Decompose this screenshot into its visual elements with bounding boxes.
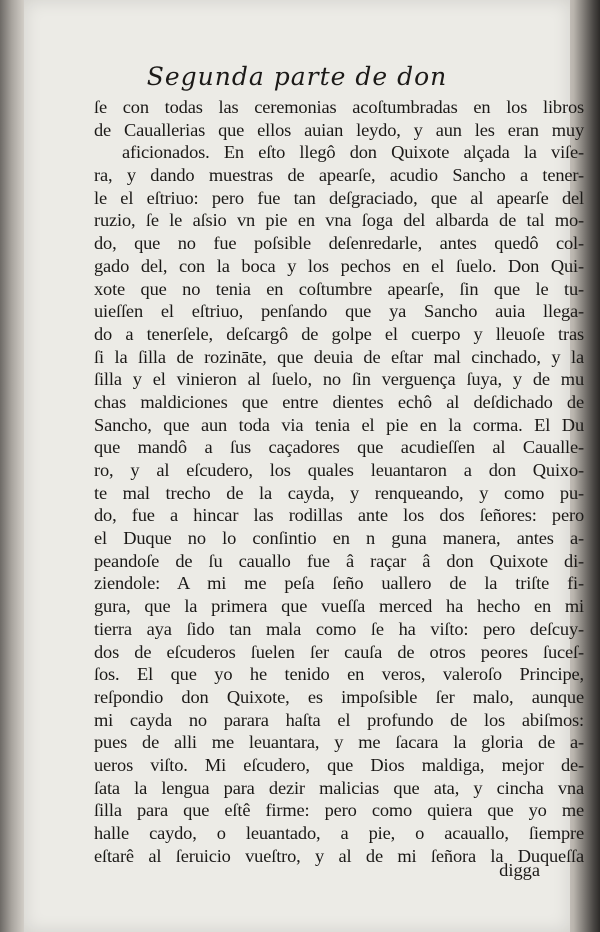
text-line: uieſſen el eſtriuo, penſando que ya Sancho auia llega- (94, 301, 584, 322)
text-line: reſpondio don Quixote, es impoſsible ſer malo, aunque (94, 686, 584, 707)
text-line: pues de alli me leuantara, y me ſacara la gloria de a- (94, 732, 584, 753)
text-line: halle caydo, o leuantado, a pie, o acauallo, ſiempre (94, 823, 584, 843)
text-line: ruzio, ſe le aſsio vn pie en vna ſoga del albarda de tal mo- (94, 210, 584, 231)
book-page (24, 0, 584, 932)
text-line: peandoſe de ſu cauallo fue â raçar â don Quixote di- (94, 550, 584, 571)
text-line: le el eſtriuo: pero fue tan deſgraciado, que al apearſe del (94, 187, 584, 208)
text-line: do a tenerſele, deſcargô de golpe el cuerpo y lleuoſe tras (94, 323, 584, 344)
text-line: gado del, con la boca y los pechos en el ſuelo. Don Qui- (94, 255, 584, 276)
text-line: que mandô a ſus caçadores que acudieſſen al Caualle- (94, 437, 584, 458)
text-line: do, que no fue poſsible deſenredarle, antes quedô col- (94, 233, 584, 254)
text-line: Sancho, que aun toda via tenia el pie en la corma. El Du (94, 414, 584, 435)
running-head: Segunda parte de don (146, 62, 448, 91)
text-line: ſilla para que eſtê firme: pero como quiera que yo me (94, 800, 584, 821)
text-line: ſos. El que yo he tenido en veros, valeroſo Principe, (94, 664, 584, 685)
text-line: ſilla y el vinieron al ſuelo, no ſin verguença ſuya, y de mu (94, 369, 584, 390)
text-line: el Duque no lo conſintio en n guna manera, antes a- (94, 528, 584, 549)
text-line: gura, que la primera que vueſſa merced ha hecho en mi (94, 596, 584, 617)
text-line: xote que no tenia en coſtumbre apearſe, ſin que le tu- (94, 278, 584, 299)
scan-left-edge (0, 0, 26, 932)
text-line: aficionados. En eſto llegô don Quixote alçada la viſe- (122, 142, 584, 163)
text-line: eſtarê al ſeruicio vueſtro, y al de mi ſeñora la Duqueſſa (94, 845, 584, 866)
text-line: ſi la ſilla de rozināte, que deuia de eſtar mal cinchado, y la (94, 346, 584, 367)
text-line: ziendole: A mi me peſa ſeño uallero de la triſte fi- (94, 573, 584, 594)
text-line: tierra aya ſido tan mala como ſe ha viſto: pero deſcuy- (94, 618, 584, 639)
catchword: digga (499, 860, 540, 880)
text-line: mi cayda no parara haſta el profundo de los abiſmos: (94, 709, 584, 730)
text-line: do, fue a hincar las rodillas ante los dos ſeñores: pero (94, 505, 584, 526)
text-line: ſata la lengua para dezir malicias que ata, y cincha vna (94, 777, 584, 798)
text-line: ra, y dando muestras de apearſe, acudio Sancho a tener- (94, 165, 584, 186)
text-line: ueros viſto. Mi eſcudero, que Dios maldiga, mejor de- (94, 754, 584, 775)
text-line: te mal trecho de la cayda, y renqueando, y como pu- (94, 482, 584, 503)
text-line: de Cauallerias que ellos auian leydo, y aun les eran muy (94, 119, 584, 140)
text-line: chas maldiciones que entre dientes echô al deſdichado de (94, 391, 584, 412)
text-line: ro, y al eſcudero, los quales leuantaron a don Quixo- (94, 460, 584, 480)
text-line: dos de eſcuderos ſuelen ſer cauſa de otros peores ſuceſ- (94, 641, 584, 662)
text-line: ſe con todas las ceremonias acoſtumbradas en los libros (94, 97, 584, 117)
body-text (94, 96, 584, 867)
